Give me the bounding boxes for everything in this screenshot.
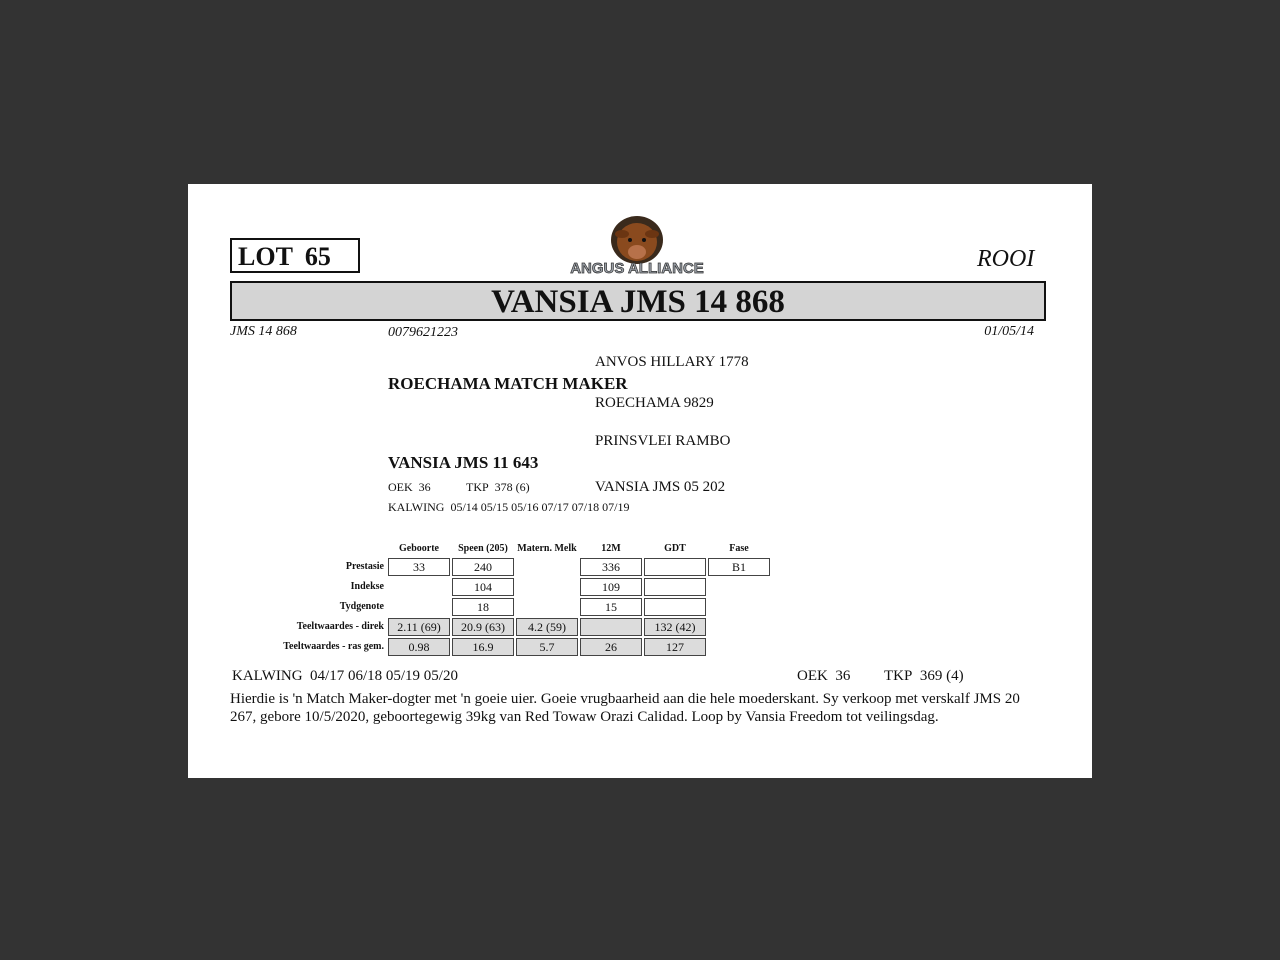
angus-alliance-logo: [564, 214, 710, 278]
table-row: [274, 578, 770, 596]
empty-cell: [516, 558, 578, 576]
dam: VANSIA JMS 11 643: [388, 453, 539, 472]
table-cell: [644, 598, 706, 616]
empty-cell: [388, 598, 450, 616]
table-row: [274, 638, 770, 656]
dam-dam: VANSIA JMS 05 202: [595, 479, 726, 495]
empty-cell: [708, 578, 770, 596]
row-label: Indekse: [350, 581, 384, 592]
table-cell: 18: [452, 598, 514, 616]
description: Hierdie is 'n Match Maker-dogter met 'n goeie uier. Goeie vrugbaarheid aan die hele moederskant. Sy verkoop met verskalf JMS 20 267, gebore 10/5/2020, geboortegewig 39kg van Red Towaw Orazi Calidad. Loop by Vansia Freedom tot veilingsdag.: [230, 691, 1020, 725]
sire: ROECHAMA MATCH MAKER: [388, 374, 628, 393]
row-label: Teeltwaardes - direk: [296, 621, 384, 632]
birth-date: 01/05/14: [984, 324, 1034, 339]
empty-cell: [708, 618, 770, 636]
column-header: 12M: [601, 542, 621, 554]
table-cell: [644, 558, 706, 576]
empty-cell: [708, 638, 770, 656]
column-header: Geboorte: [399, 542, 439, 554]
table-cell: 33: [388, 558, 450, 576]
animal-oek: OEK 36: [797, 668, 851, 684]
table-cell: 26: [580, 638, 642, 656]
sire-dam: ROECHAMA 9829: [595, 395, 714, 411]
table-cell: 15: [580, 598, 642, 616]
row-label: Teeltwaardes - ras gem.: [283, 641, 384, 652]
animal-kalwing: KALWING 04/17 06/18 05/19 05/20: [232, 668, 458, 684]
table-cell: 20.9 (63): [452, 618, 514, 636]
table-cell: 104: [452, 578, 514, 596]
column-header: Matern. Melk: [517, 542, 577, 554]
dam-tkp: TKP 378 (6): [466, 480, 530, 494]
dam-oek: OEK 36: [388, 480, 431, 494]
animal-name: VANSIA JMS 14 868: [230, 281, 1046, 321]
animal-tkp: TKP 369 (4): [884, 668, 964, 684]
catalogue-page: [188, 184, 1092, 778]
column-header: Speen (205): [458, 542, 508, 554]
logo-text: ANGUS ALLIANCE: [570, 260, 704, 277]
row-label: Tydgenote: [339, 601, 384, 612]
lot-box: [230, 238, 360, 273]
colour-label: ROOI: [977, 246, 1035, 272]
table-cell: 132 (42): [644, 618, 706, 636]
empty-cell: [708, 598, 770, 616]
table-cell: 2.11 (69): [388, 618, 450, 636]
bull-head-icon: [564, 214, 710, 278]
table-row: [274, 558, 770, 576]
dam-kalwing: KALWING 05/14 05/15 05/16 07/17 07/18 07/19: [388, 500, 630, 514]
lot-number: 65: [304, 242, 331, 271]
table-cell: 5.7: [516, 638, 578, 656]
table-cell: [644, 578, 706, 596]
animal-id: JMS 14 868: [230, 324, 297, 339]
table-row: [274, 618, 770, 636]
table-cell: 336: [580, 558, 642, 576]
table-cell: 109: [580, 578, 642, 596]
empty-cell: [388, 578, 450, 596]
empty-cell: [516, 598, 578, 616]
table-cell: 4.2 (59): [516, 618, 578, 636]
table-cell: 16.9: [452, 638, 514, 656]
table-header-row: [274, 542, 770, 556]
table-cell: B1: [708, 558, 770, 576]
registration-number: 0079621223: [388, 325, 458, 340]
table-cell: 0.98: [388, 638, 450, 656]
table-cell: 240: [452, 558, 514, 576]
column-header: GDT: [664, 542, 686, 554]
performance-table: [272, 540, 772, 658]
sire-sire: ANVOS HILLARY 1778: [595, 354, 749, 370]
table-cell: 127: [644, 638, 706, 656]
table-row: [274, 598, 770, 616]
column-header: Fase: [729, 542, 749, 554]
dam-sire: PRINSVLEI RAMBO: [595, 433, 731, 449]
row-label: Prestasie: [345, 561, 384, 572]
table-cell: [580, 618, 642, 636]
empty-cell: [516, 578, 578, 596]
lot-label: LOT: [238, 242, 293, 271]
